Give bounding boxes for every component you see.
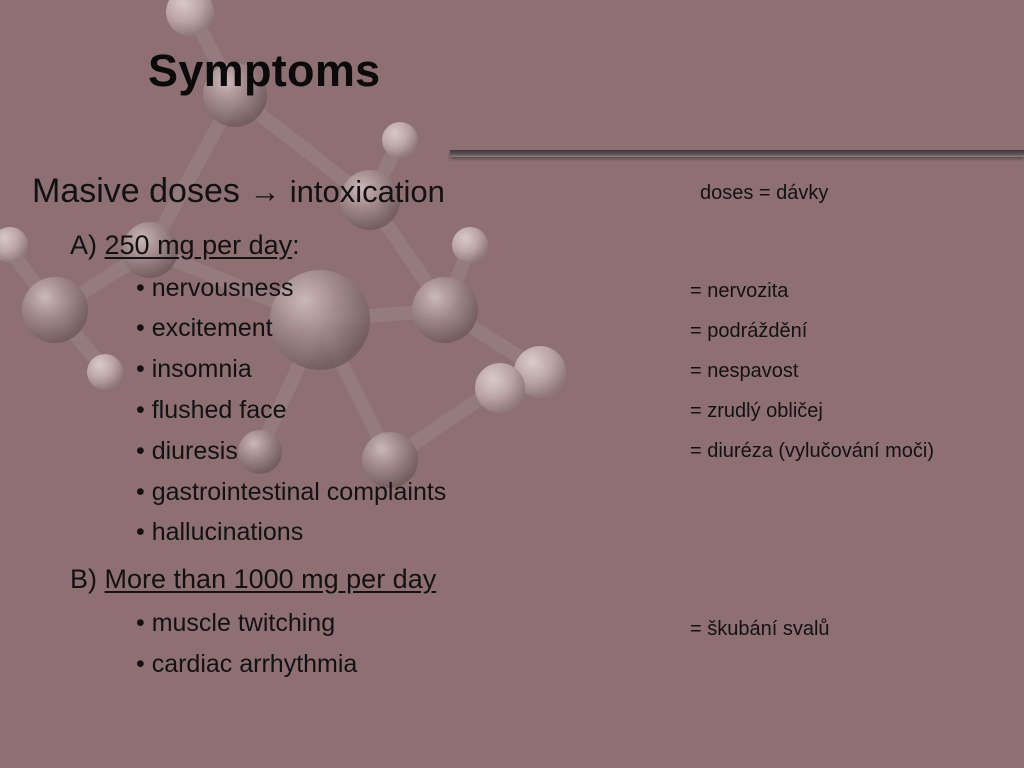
section-b-prefix: B) <box>70 564 97 594</box>
heading-line <box>32 172 445 211</box>
section-b-heading <box>70 564 436 595</box>
list-item: • muscle twitching <box>136 609 336 637</box>
section-b-label: More than 1000 mg per day <box>104 564 437 594</box>
section-a-suffix: : <box>292 230 300 260</box>
item-gloss: = škubání svalů <box>690 618 830 640</box>
item-gloss: = diuréza (vylučování moči) <box>690 440 934 462</box>
list-item: • excitement <box>136 314 273 342</box>
list-item: • diuresis <box>136 437 238 465</box>
list-item: • cardiac arrhythmia <box>136 650 358 678</box>
heading-gloss: doses = dávky <box>700 182 829 204</box>
list-item: • insomnia <box>136 355 252 383</box>
section-a-heading <box>70 230 300 261</box>
list-item: • hallucinations <box>136 518 304 546</box>
list-item: • gastrointestinal complaints <box>136 478 447 506</box>
item-gloss: = nervozita <box>690 280 789 302</box>
section-a-prefix: A) <box>70 230 97 260</box>
item-gloss: = zrudlý obličej <box>690 400 823 422</box>
item-gloss: = nespavost <box>690 360 799 382</box>
section-a-label: 250 mg per day <box>104 230 293 260</box>
slide-title: Symptoms <box>148 45 381 96</box>
heading-main: Masive doses <box>32 172 240 210</box>
arrow-icon: → <box>249 174 281 209</box>
item-gloss: = podráždění <box>690 320 808 342</box>
list-item: • flushed face <box>136 396 287 424</box>
list-item: • nervousness <box>136 274 294 302</box>
title-divider <box>450 150 1024 157</box>
heading-tail: intoxication <box>289 174 445 209</box>
